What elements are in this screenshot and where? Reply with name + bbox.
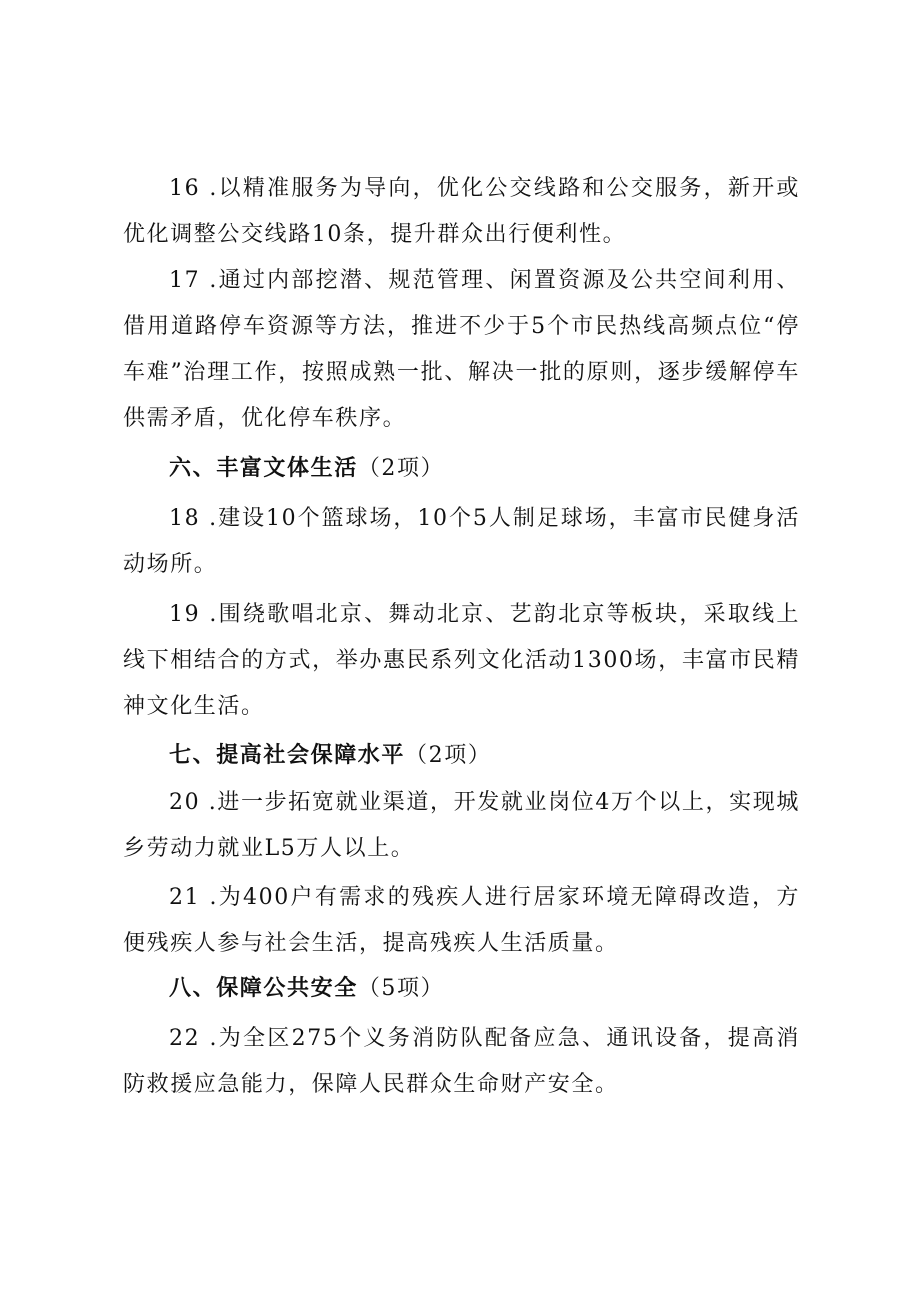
item-21-paragraph: 21 .为400户有需求的残疾人进行居家环境无障碍改造，方便残疾人参与社会生活，提高残疾人生活质量。	[123, 885, 800, 956]
section-8-heading	[123, 966, 800, 1012]
item-19-paragraph: 19 .围绕歌唱北京、舞动北京、艺韵北京等板块，采取线上线下相结合的方式，举办惠民系列文化活动1300场，丰富市民精神文化生活。	[123, 602, 800, 719]
section-8-count: （5项）	[357, 976, 445, 1001]
section-6-count: （2项）	[357, 456, 445, 481]
item-22-paragraph: 22 .为全区275个义务消防队配备应急、通讯设备，提高消防救援应急能力，保障人民群众生命财产安全。	[123, 1026, 800, 1097]
item-17-paragraph: 17 .通过内部挖潜、规范管理、闲置资源及公共空间利用、借用道路停车资源等方法，推进不少于5个市民热线高频点位“停车难”治理工作，按照成熟一批、解决一批的原则，逐步缓解停车供需矛盾，优化停车秩序。	[123, 268, 800, 431]
item-20-paragraph: 20 .进一步拓宽就业渠道，开发就业岗位4万个以上，实现城乡劳动力就业L5万人以上。	[123, 790, 800, 861]
section-6-heading	[123, 446, 800, 492]
item-18-paragraph: 18 .建设10个篮球场，10个5人制足球场，丰富市民健身活动场所。	[123, 506, 800, 577]
section-6-title: 六、丰富文体生活	[169, 456, 358, 481]
section-8-title: 八、保障公共安全	[169, 976, 358, 1001]
section-7-title: 七、提高社会保障水平	[169, 743, 406, 768]
section-7-count: （2项）	[405, 743, 492, 768]
section-7-heading	[123, 733, 800, 779]
item-16-paragraph: 16 .以精准服务为导向，优化公交线路和公交服务，新开或优化调整公交线路10条，提升群众出行便利性。	[123, 176, 800, 247]
